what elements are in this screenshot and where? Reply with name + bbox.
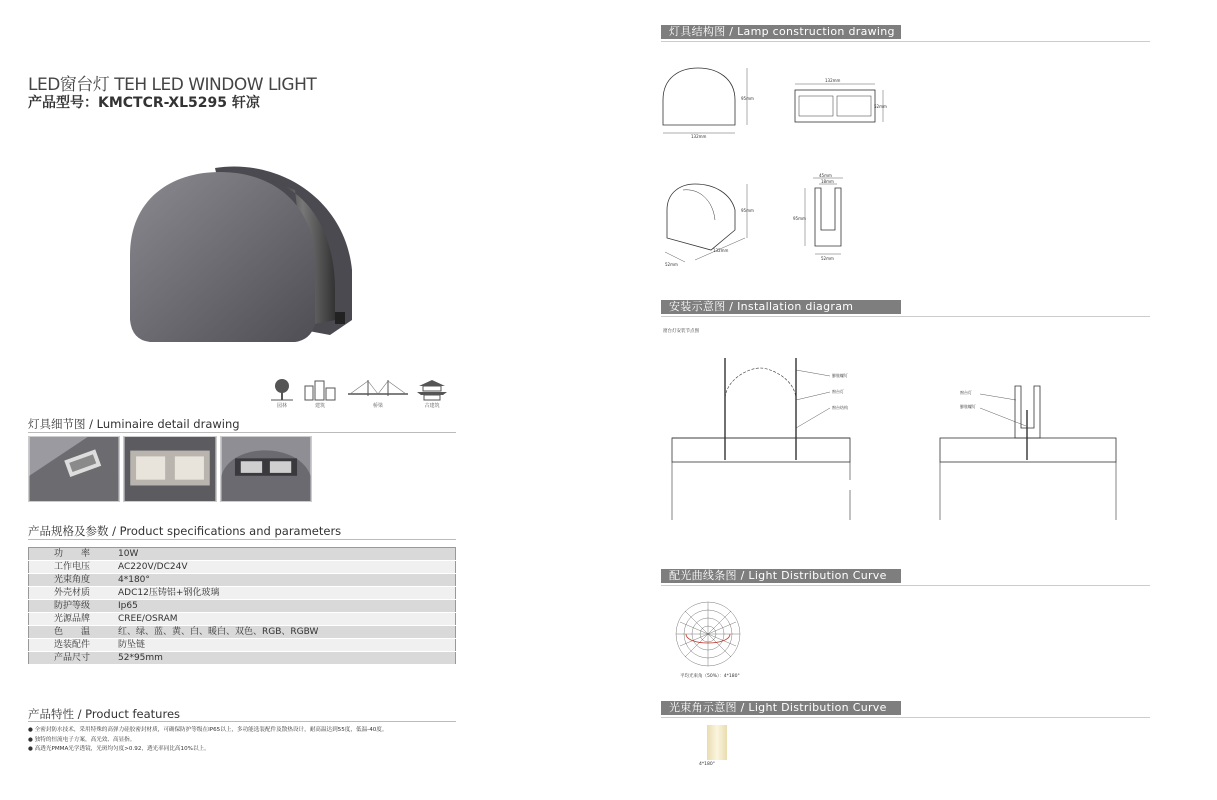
spec-key: 光束角度 <box>29 574 116 587</box>
product-photo <box>130 160 358 350</box>
dim-front-width: 132mm <box>691 134 707 139</box>
spec-row <box>29 626 456 639</box>
section-title-installation: 安装示意图 / Installation diagram <box>661 300 901 314</box>
section-title-detail: 灯具细节图 / Luminaire detail drawing <box>28 417 240 431</box>
feature-item: ● 独特的恒流电子方案，高光效、高显指。 <box>28 736 136 743</box>
section-divider <box>28 721 456 722</box>
section-title-beam: 光束角示意图 / Light Distribution Curve <box>661 701 901 715</box>
section-title-construction: 灯具结构图 / Lamp construction drawing <box>661 25 901 39</box>
spec-value: 52*95mm <box>115 652 456 665</box>
product-model: 产品型号：KMCTCR-XL5295 轩凉 <box>28 95 260 111</box>
section-divider <box>28 539 456 540</box>
detail-photo-3 <box>220 436 312 502</box>
spec-key: 防护等级 <box>29 600 116 613</box>
spec-value: 10W <box>115 548 456 561</box>
dim-top-width: 132mm <box>825 78 841 83</box>
spec-row <box>29 561 456 574</box>
section-title-features: 产品特性 / Product features <box>28 707 181 721</box>
tree-icon <box>262 378 302 409</box>
dim-iso-width: 132mm <box>713 248 729 253</box>
spec-value: CREE/OSRAM <box>115 613 456 626</box>
spec-value: AC220V/DC24V <box>115 561 456 574</box>
app-label-bridge: 桥梁 <box>372 403 383 409</box>
detail-photo-1 <box>28 436 120 502</box>
section-divider <box>661 316 1150 317</box>
spec-value: 4*180° <box>115 574 456 587</box>
spec-key: 功 率 <box>29 548 116 561</box>
beam-angle-swatch <box>707 725 727 760</box>
app-label-ancient-building: 古建筑 <box>424 403 440 409</box>
dim-side-a: 45mm <box>819 173 832 178</box>
spec-value: Ip65 <box>115 600 456 613</box>
product-title: LED窗台灯 TEH LED WINDOW LIGHT <box>28 75 317 95</box>
section-divider <box>661 41 1150 42</box>
spec-key: 工作电压 <box>29 561 116 574</box>
feature-list <box>28 726 468 755</box>
section-title-distribution: 配光曲线条图 / Light Distribution Curve <box>661 569 901 583</box>
inst-label-screw: 膨胀螺钉 <box>832 373 848 378</box>
spec-value: 红、绿、蓝、黄、白、暖白、双色、RGB、RGBW <box>115 626 456 639</box>
section-divider <box>28 432 456 433</box>
bridge-icon <box>344 378 412 409</box>
section-title-specs: 产品规格及参数 / Product specifications and parameters <box>28 524 342 538</box>
light-distribution-polar <box>668 600 748 672</box>
app-label-building: 建筑 <box>314 403 325 409</box>
feature-item: ● 高透光PMMA光学透镜，光斑均匀度>0.92，透光率同比高10%以上。 <box>28 746 210 752</box>
spec-row <box>29 639 456 652</box>
spec-row <box>29 587 456 600</box>
spec-key: 色 温 <box>29 626 116 639</box>
spec-value: 防坠链 <box>115 639 456 652</box>
installation-drawing <box>660 350 1160 530</box>
detail-photo-2 <box>123 436 217 502</box>
dim-front-height: 95mm <box>741 96 754 101</box>
spec-row <box>29 548 456 561</box>
dim-top-depth: 52mm <box>874 104 887 109</box>
installation-caption: 窗台灯安装节点图 <box>663 329 699 334</box>
dim-side-height: 95mm <box>793 216 806 221</box>
buildings-icon <box>300 378 340 409</box>
spec-key: 产品尺寸 <box>29 652 116 665</box>
spec-row <box>29 574 456 587</box>
inst-label-structure: 窗台结构 <box>832 405 848 410</box>
pagoda-icon <box>412 378 452 409</box>
feature-item: ● 全密封防水技术，采用特殊的高弹力硅胶密封材质，可确保防护等级在IP65以上，多功能选装配件及散热设计，耐高温达到55度，低温-40度。 <box>28 727 388 733</box>
dim-iso-height: 95mm <box>741 208 754 213</box>
construction-drawing <box>655 60 915 270</box>
spec-row <box>29 600 456 613</box>
inst-label-lamp: 窗台灯 <box>832 389 844 394</box>
app-label-garden: 园林 <box>276 403 287 409</box>
spec-row <box>29 652 456 665</box>
spec-key: 外壳材质 <box>29 587 116 600</box>
dim-side-depth: 52mm <box>821 256 834 261</box>
spec-key: 光源品牌 <box>29 613 116 626</box>
dim-iso-depth: 52mm <box>665 262 678 267</box>
inst-label-screw-right: 膨胀螺钉 <box>960 404 976 409</box>
specs-table <box>28 547 456 665</box>
spec-value: ADC12压铸铝+钢化玻璃 <box>115 587 456 600</box>
spec-key: 选装配件 <box>29 639 116 652</box>
dim-side-b: 18mm <box>821 179 834 184</box>
section-divider <box>661 717 1150 718</box>
section-divider <box>661 585 1150 586</box>
inst-label-lamp-right: 窗台灯 <box>960 390 972 395</box>
beam-caption: 4*180° <box>699 762 715 767</box>
application-icons <box>262 378 452 412</box>
distribution-caption: 平均光束角（50%）：4*180° <box>680 674 740 679</box>
spec-row <box>29 613 456 626</box>
